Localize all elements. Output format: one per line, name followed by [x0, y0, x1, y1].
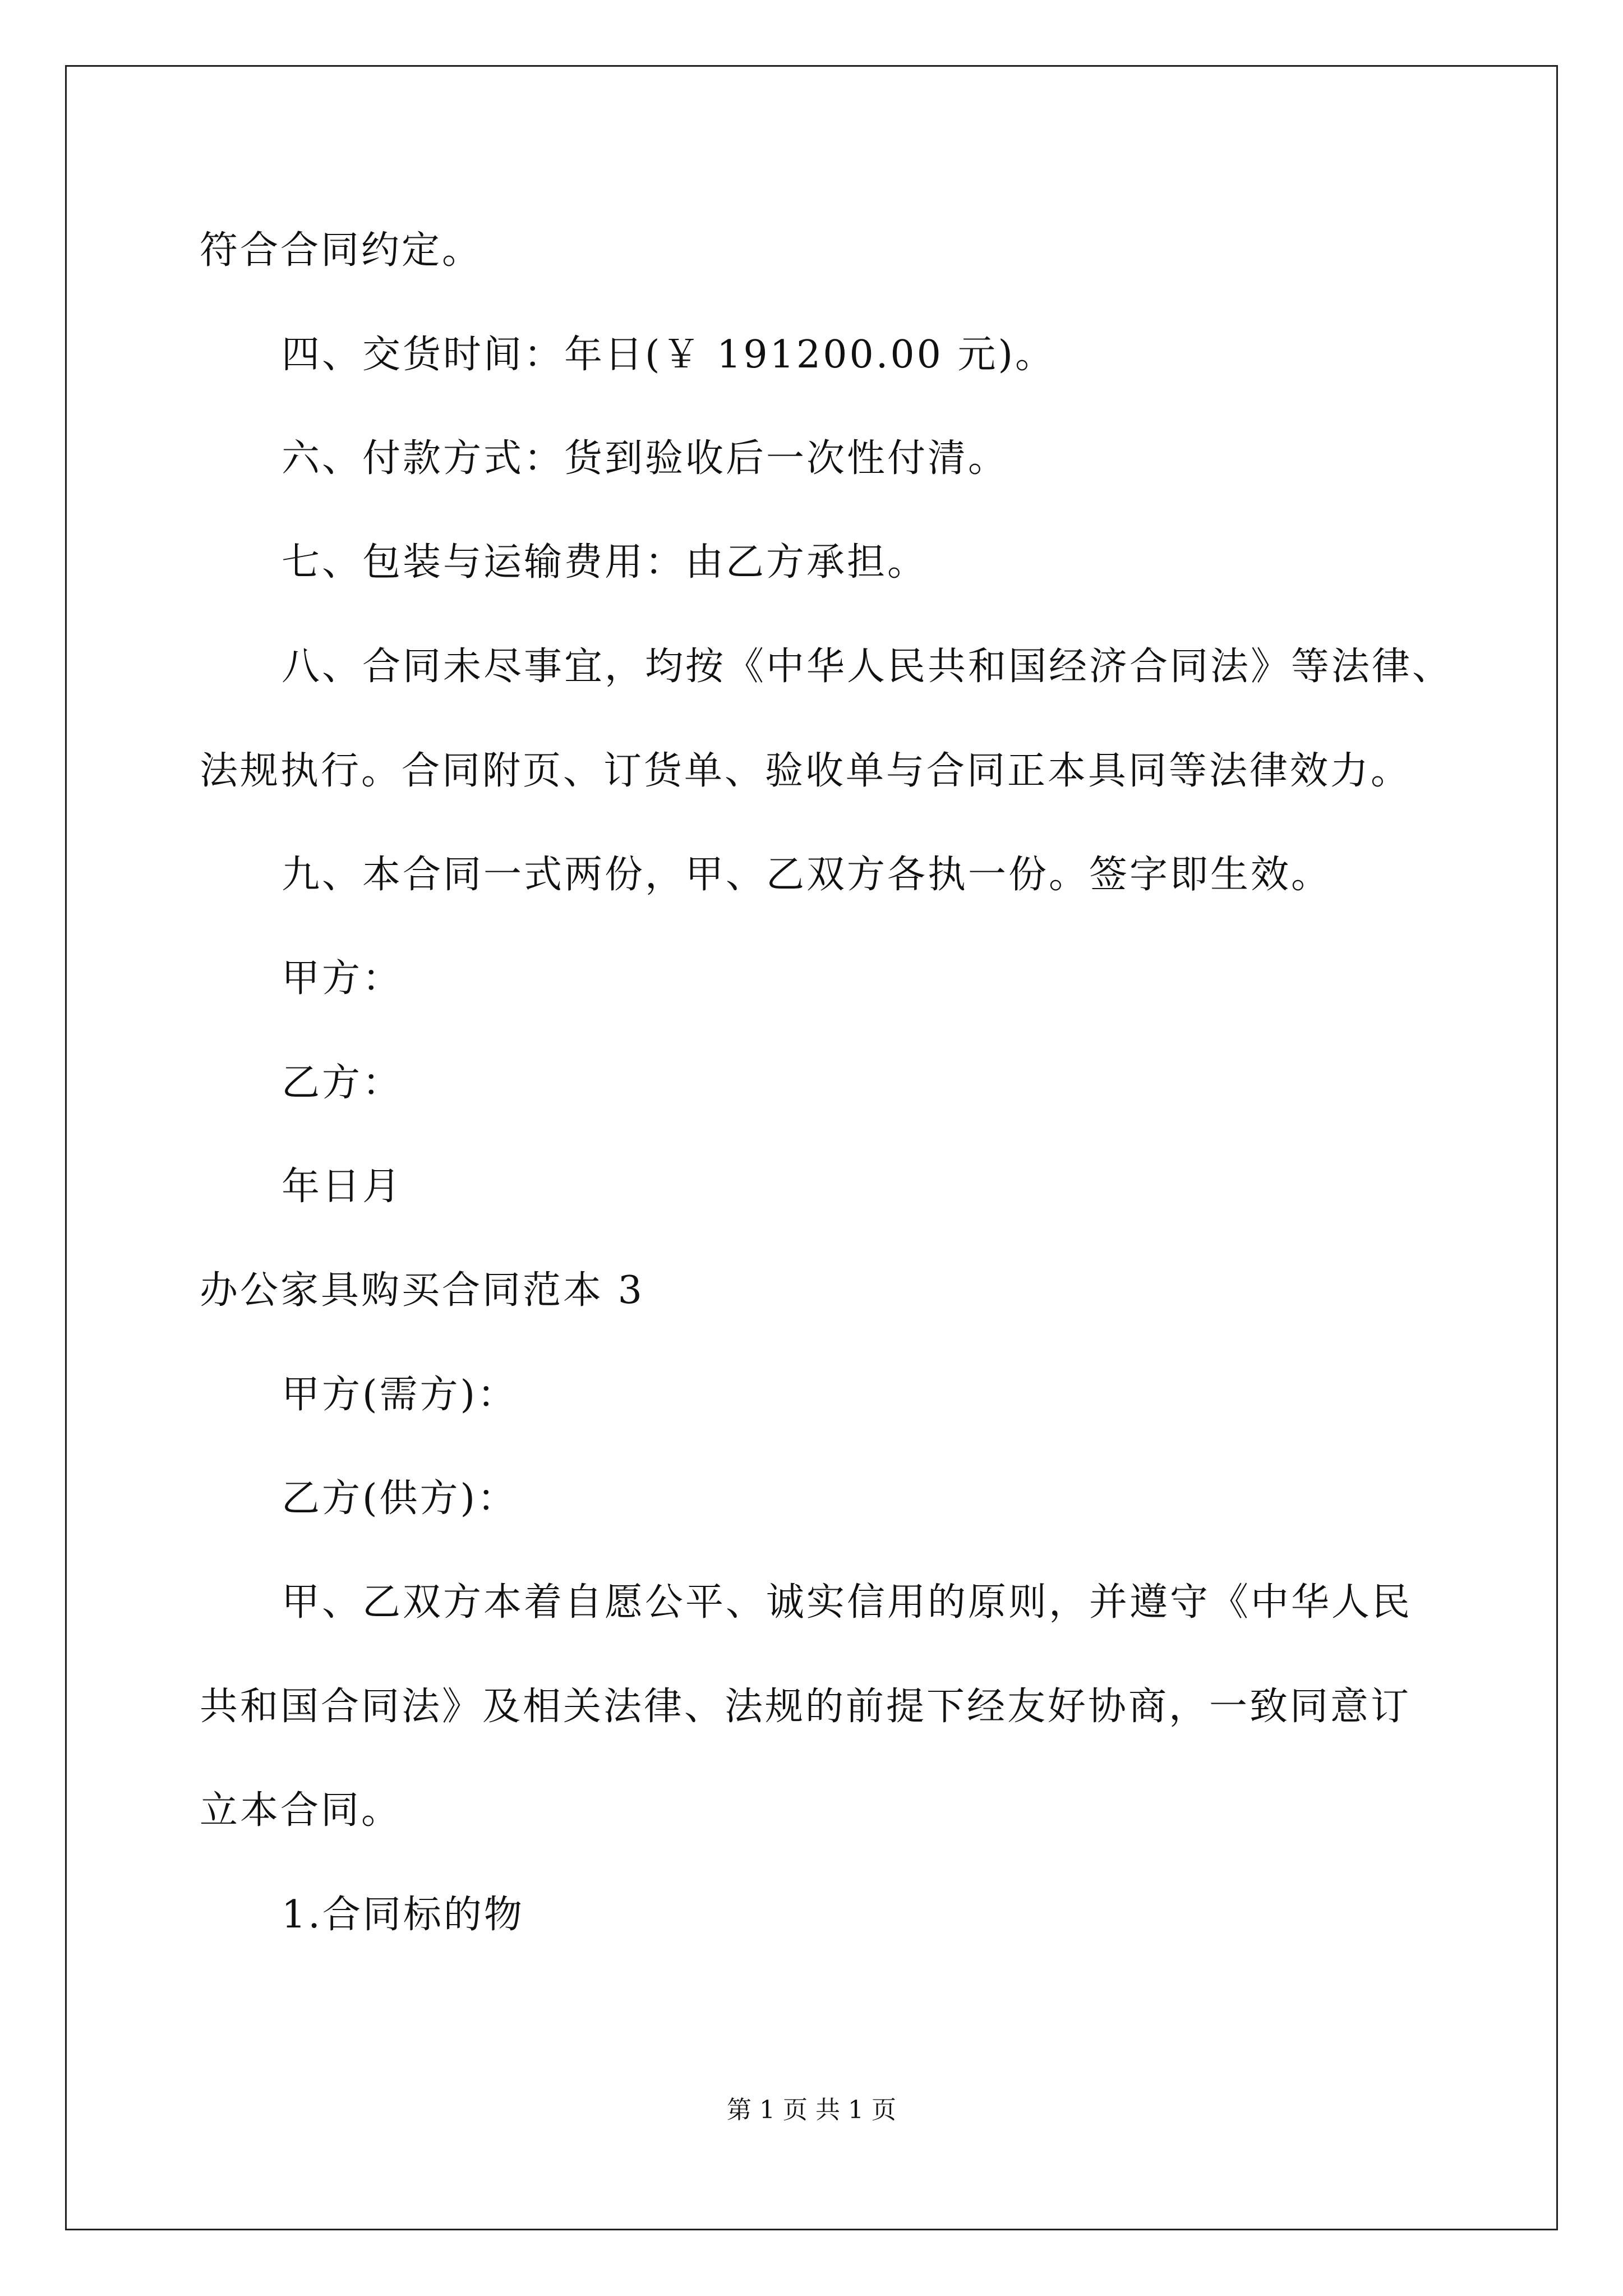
text-line-6: 法规执行。合同附页、订货单、验收单与合同正本具同等法律效力。	[200, 749, 1412, 793]
text-line-4: 七、包装与运输费用：由乙方承担。	[282, 540, 928, 585]
page-footer: 第 1 页 共 1 页	[727, 2096, 896, 2124]
text-line-14: 甲、乙双方本着自愿公平、诚实信用的原则，并遵守《中华人民	[282, 1580, 1413, 1625]
text-line-13: 乙方(供方)：	[282, 1476, 518, 1521]
text-line-16: 立本合同。	[200, 1788, 402, 1833]
text-line-10: 年日月	[282, 1165, 403, 1209]
text-line-1: 符合合同约定。	[200, 228, 483, 273]
text-line-8: 甲方：	[282, 956, 403, 1001]
text-line-12: 甲方(需方)：	[282, 1373, 518, 1417]
text-line-7: 九、本合同一式两份，甲、乙双方各执一份。签字即生效。	[282, 853, 1332, 897]
text-line-2: 四、交货时间：年日(￥ 191200.00 元)。	[282, 333, 1056, 377]
text-line-15: 共和国合同法》及相关法律、法规的前提下经友好协商，一致同意订	[200, 1685, 1412, 1729]
text-line-9: 乙方：	[282, 1061, 403, 1105]
text-line-5: 八、合同未尽事宜，均按《中华人民共和国经济合同法》等法律、	[282, 645, 1453, 689]
text-line-17: 1.合同标的物	[282, 1893, 524, 1937]
section-heading: 办公家具购买合同范本 3	[200, 1268, 644, 1313]
text-line-3: 六、付款方式：货到验收后一次性付清。	[282, 436, 1009, 481]
